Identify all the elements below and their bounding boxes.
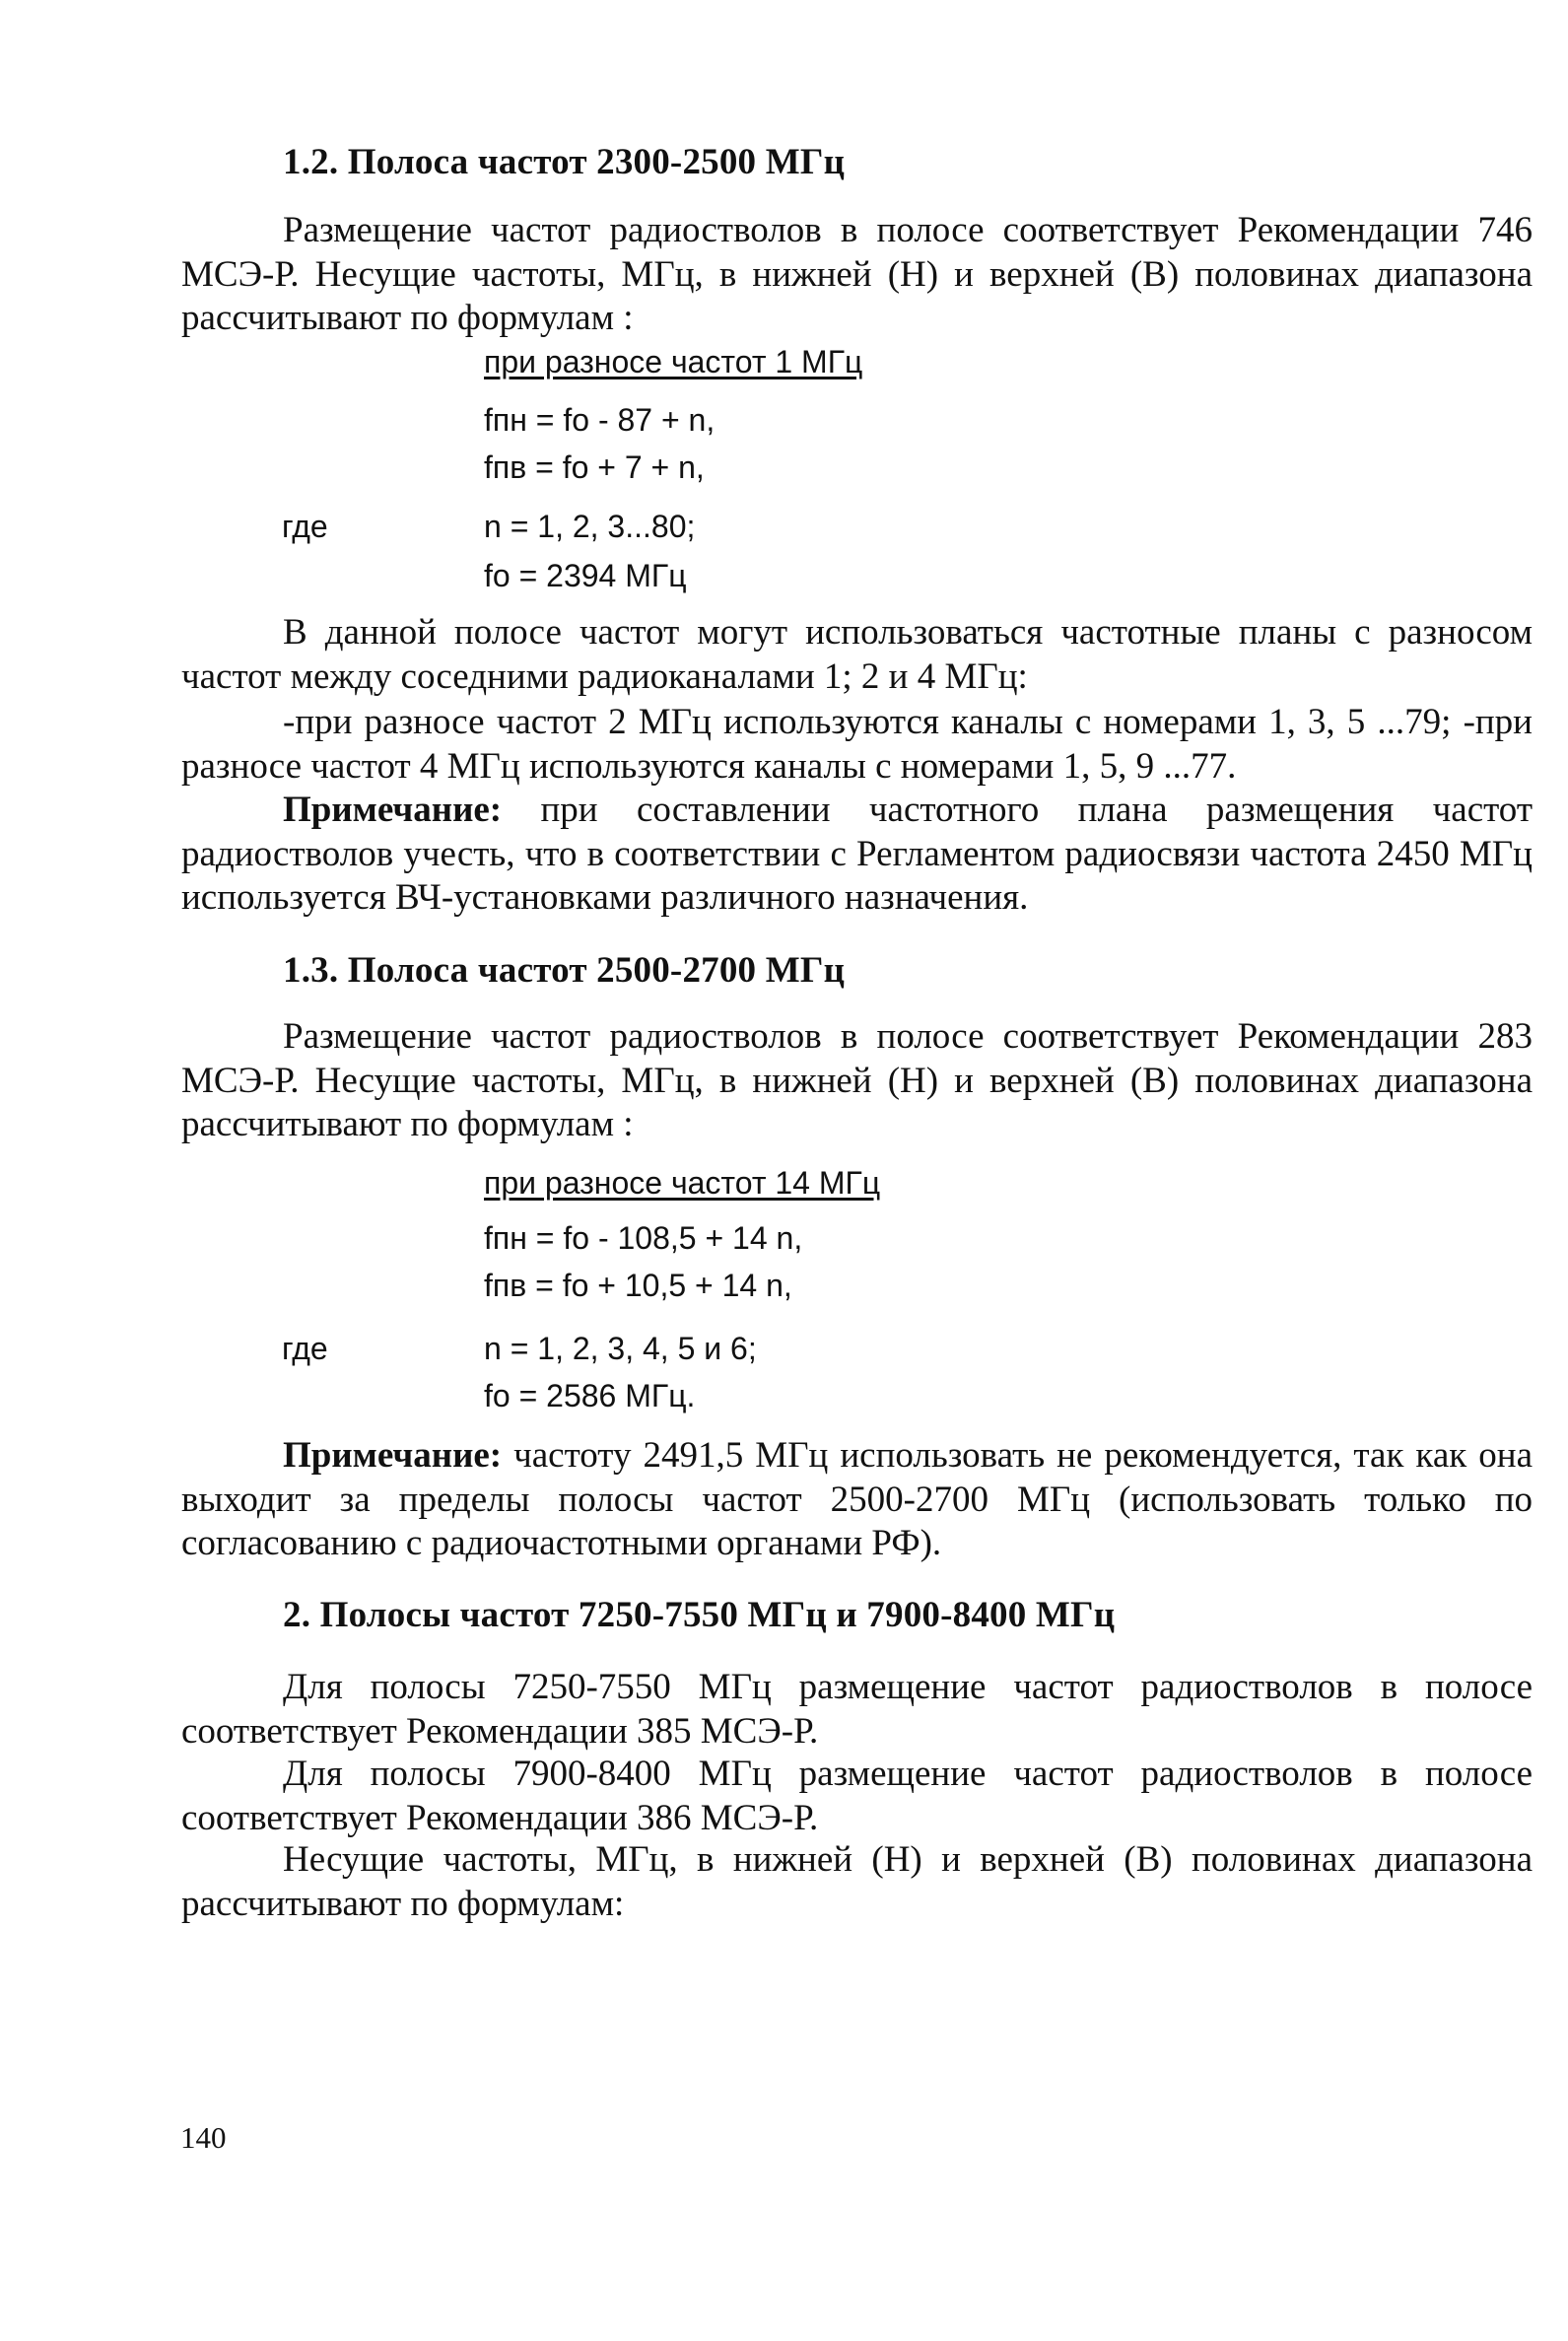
section-1-3-note [181, 1434, 1533, 1566]
formula-line: fпв = fо + 7 + n, [484, 449, 705, 485]
section-1-3-formula-title: при разносе частот 14 МГц [484, 1165, 881, 1201]
note-text: частоту 2491,5 МГц использовать не рекомендуется, так как она выходит за пределы полосы частот 2500-2700 МГц (использовать только по согласованию с радиочастотными органами РФ). [181, 1435, 1533, 1563]
section-1-2-formula-title: при разносе частот 1 МГц [484, 344, 863, 379]
section-1-2-paragraph-1: Размещение частот радиостволов в полосе соответствует Рекомендации 746 МСЭ-Р. Несущие частоты, МГц, в нижней (Н) и верхней (В) половинах диапазона рассчитывают по формулам : [181, 210, 1533, 338]
page-number: 140 [180, 2120, 227, 2155]
where-line: fо = 2586 МГц. [484, 1378, 696, 1413]
note-label: Примечание: [283, 1435, 503, 1476]
section-1-2-paragraph-3: -при разносе частот 2 МГц используются каналы с номерами 1, 3, 5 ...79; -при разносе частот 4 МГц используются каналы с номерами 1, 5, 9 ...77. [181, 702, 1533, 787]
section-heading-1-2: 1.2. Полоса частот 2300-2500 МГц [283, 142, 846, 182]
section-1-2-paragraph-2: В данной полосе частот могут использоваться частотные планы с разносом частот между соседними радиоканалами 1; 2 и 4 МГц: [181, 612, 1533, 697]
formula-line: fпн = fо - 108,5 + 14 n, [484, 1220, 803, 1256]
formula-line: fпв = fо + 10,5 + 14 n, [484, 1268, 792, 1303]
note-label: Примечание: [283, 790, 503, 830]
section-2-paragraph-1: Для полосы 7250-7550 МГц размещение частот радиостволов в полосе соответствует Рекомендации 385 МСЭ-Р. [181, 1667, 1533, 1752]
where-line: n = 1, 2, 3, 4, 5 и 6; [484, 1331, 757, 1366]
section-2-paragraph-3: Несущие частоты, МГц, в нижней (Н) и верхней (В) половинах диапазона рассчитывают по формулам: [181, 1839, 1533, 1924]
section-1-3-paragraph-1: Размещение частот радиостволов в полосе соответствует Рекомендации 283 МСЭ-Р. Несущие частоты, МГц, в нижней (Н) и верхней (В) половинах диапазона рассчитывают по формулам : [181, 1016, 1533, 1144]
section-1-2-note [181, 789, 1533, 921]
section-1-3-where-label: где [282, 1331, 328, 1366]
section-heading-1-3: 1.3. Полоса частот 2500-2700 МГц [283, 950, 846, 991]
formula-line: fпн = fо - 87 + n, [484, 402, 716, 438]
note-text: при составлении частотного плана размещения частот радиостволов учесть, что в соответствии с Регламентом радиосвязи частота 2450 МГц используется ВЧ-установками различного назначения. [181, 790, 1533, 918]
section-heading-2: 2. Полосы частот 7250-7550 МГц и 7900-8400 МГц [283, 1595, 1116, 1635]
where-line: n = 1, 2, 3...80; [484, 509, 696, 544]
section-1-2-where-label: где [282, 509, 328, 544]
where-line: fо = 2394 МГц [484, 558, 687, 593]
section-2-paragraph-2: Для полосы 7900-8400 МГц размещение частот радиостволов в полосе соответствует Рекомендации 386 МСЭ-Р. [181, 1754, 1533, 1838]
